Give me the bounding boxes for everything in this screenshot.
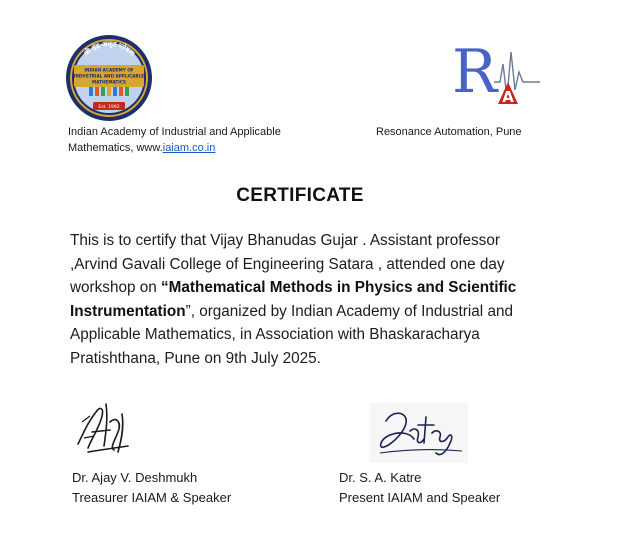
- signatory-right: [339, 468, 500, 508]
- signatory-left-name: Dr. Ajay V. Deshmukh: [72, 470, 198, 485]
- body-line3-prefix: workshop on: [70, 279, 161, 296]
- body-line6: Pratishthana, Pune on 9th July 2025.: [70, 349, 321, 367]
- logo-arc-text: श्री इंद्र अमृत प्लेषण: [82, 39, 136, 58]
- waveform-icon: [494, 52, 540, 98]
- logo-letter-r: R: [452, 42, 498, 107]
- certificate-body: [70, 229, 580, 370]
- signatory-right-role: Present IAIAM and Speaker: [339, 490, 501, 505]
- certificate-title: CERTIFICATE: [236, 185, 364, 206]
- signatory-left-role: Treasurer IAIAM & Speaker: [72, 490, 232, 505]
- iaiam-link[interactable]: iaiam.co.in: [162, 142, 216, 154]
- signature-right: [370, 403, 468, 463]
- logo-letter-a: A: [502, 88, 514, 106]
- logo-banner-line3: MATHEMATICS: [92, 79, 126, 85]
- body-line4: [70, 300, 580, 324]
- signature-left: [70, 392, 150, 460]
- org-caption-right: Resonance Automation, Pune: [376, 126, 522, 138]
- signatory-left: [72, 468, 231, 508]
- body-line1: This is to certify that Vijay Bhanudas Gujar . Assistant professor: [70, 232, 500, 249]
- org-caption-left: [68, 124, 358, 156]
- logo-banner-line1: INDIAN ACADEMY OF: [84, 67, 134, 73]
- resonance-automation-logo: [452, 42, 542, 112]
- signatory-right-name: Dr. S. A. Katre: [339, 470, 422, 485]
- logo-est: Est. 1992: [98, 105, 120, 110]
- logo-banner-line2: INDUSTRIAL AND APPLICABLE: [73, 73, 145, 79]
- body-line5: Applicable Mathematics, in Association with Bhaskaracharya: [70, 326, 480, 343]
- workshop-title-part2: Instrumentation: [70, 302, 186, 320]
- workshop-title-part1: “Mathematical Methods in Physics and Scientific: [160, 279, 517, 296]
- body-line3: [70, 276, 580, 300]
- org-left-line1: Indian Academy of Industrial and Applicable: [68, 126, 281, 138]
- iaiam-logo: [65, 34, 153, 122]
- body-line2: ,Arvind Gavali College of Engineering Satara , attended one day: [70, 255, 505, 273]
- org-left-prefix: Mathematics, www.: [68, 142, 163, 154]
- body-line4-rest: ”, organized by Indian Academy of Industrial and: [185, 302, 513, 320]
- org-left-line2: [68, 140, 358, 156]
